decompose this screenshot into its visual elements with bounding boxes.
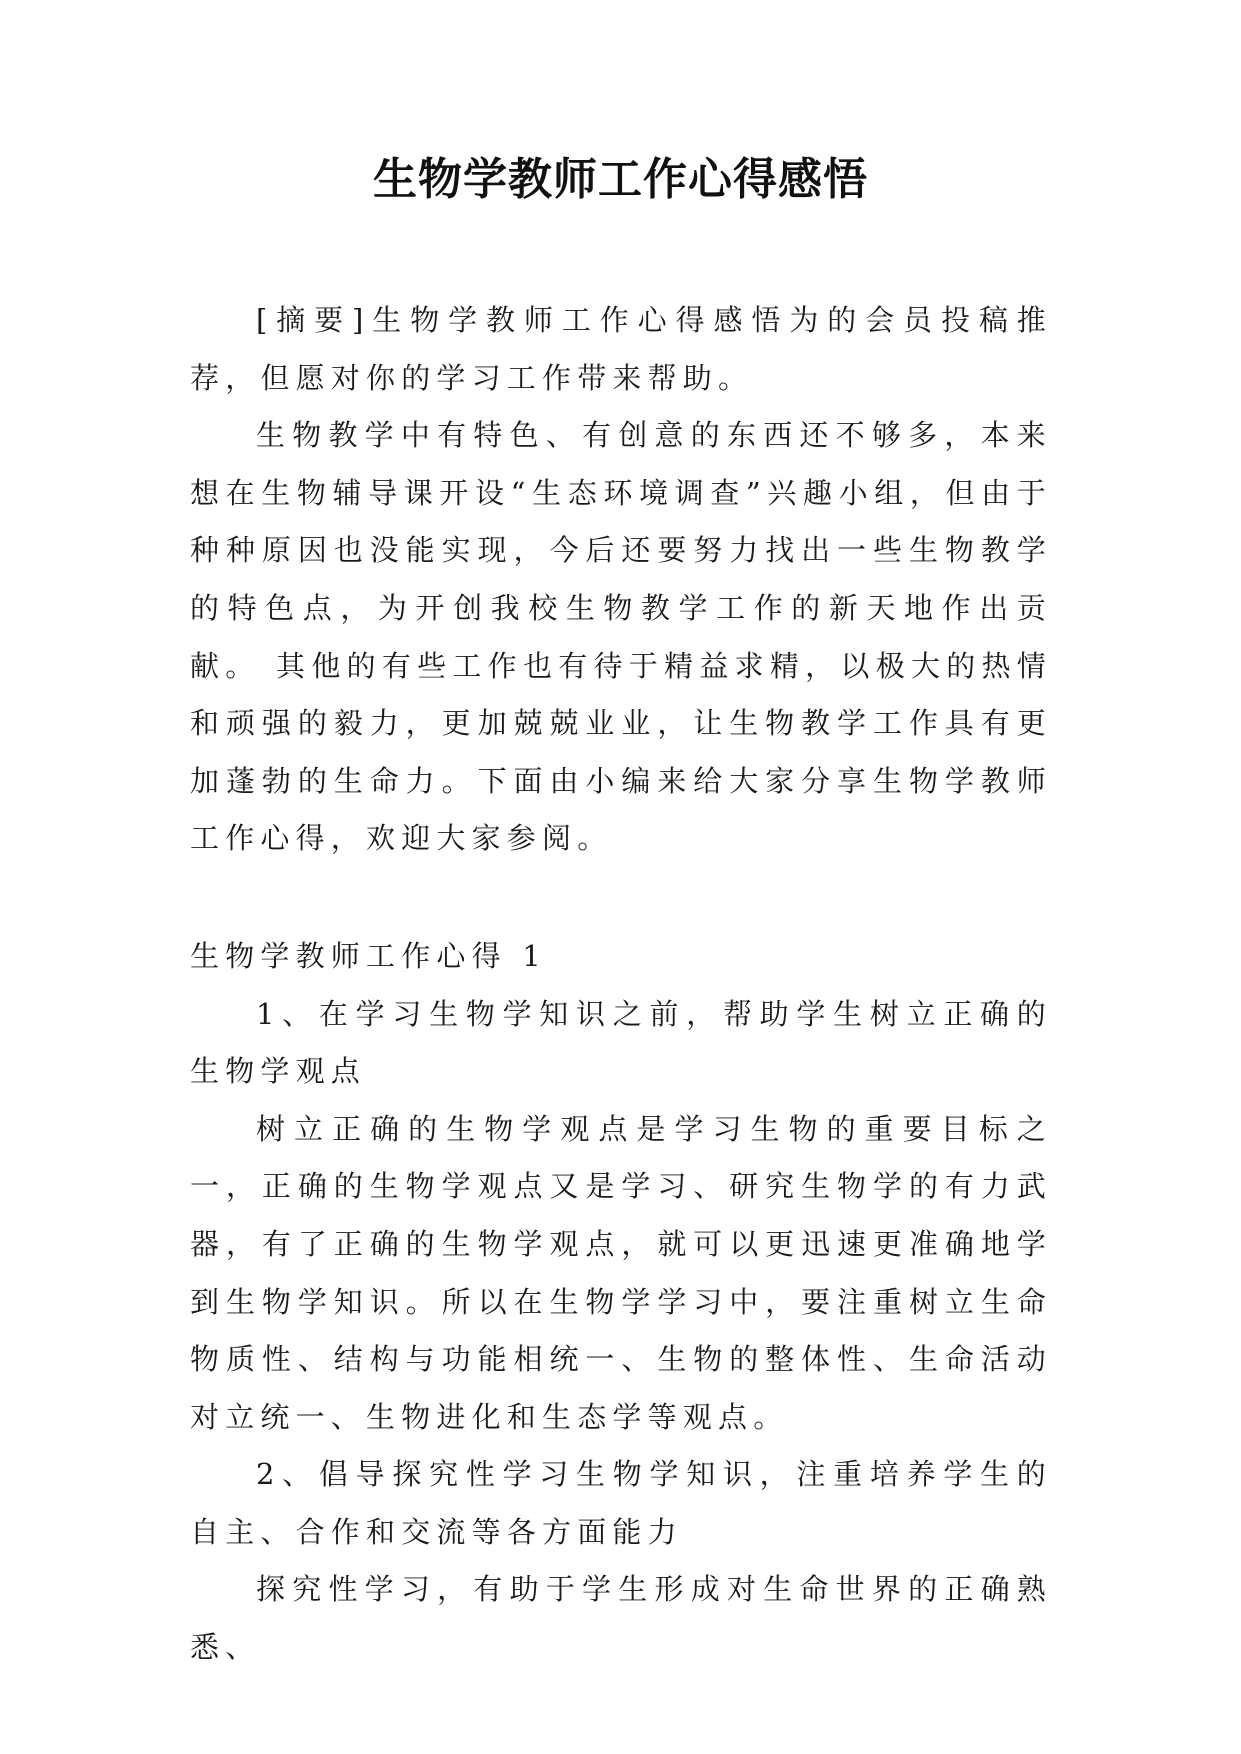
paragraph-gap: [190, 868, 1052, 928]
section-heading: 生物学教师工作心得 1: [190, 938, 547, 973]
intro-paragraph: 生物教学中有特色、有创意的东西还不够多，本来想在生物辅导课开设“生态环境调查”兴趣小组，但由于种种原因也没能实现，今后还要努力找出一些生物教学的特色点，为开创我校生物教学工作的新天地作出贡献。 其他的有些工作也有待于精益求精，以极大的热情和顽强的毅力，更加兢兢业业，让生物教学工作具有更加蓬勃的生命力。下面由小编来给大家分享生物学教师工作心得，欢迎大家参阅。: [190, 418, 1052, 856]
point-2-heading: 2、倡导探究性学习生物学知识，注重培养学生的自主、合作和交流等各方面能力: [190, 1457, 1052, 1549]
point-1-heading: 1、在学习生物学知识之前，帮助学生树立正确的生物学观点: [190, 996, 1052, 1089]
abstract-paragraph: [摘要]生物学教师工作心得感悟为的会员投稿推荐，但愿对你的学习工作带来帮助。: [190, 303, 1052, 395]
document-body: [190, 292, 1052, 1677]
document-title: 生物学教师工作心得感悟: [373, 154, 868, 205]
point-2-body: 探究性学习，有助于学生形成对生命世界的正确熟悉、: [190, 1572, 1052, 1665]
point-1-body: 树立正确的生物学观点是学习生物的重要目标之一，正确的生物学观点又是学习、研究生物学的有力武器，有了正确的生物学观点，就可以更迅速更准确地学到生物学知识。所以在生物学学习中，要注重树立生命物质性、结构与功能相统一、生物的整体性、生命活动对立统一、生物进化和生态学等观点。: [190, 1111, 1052, 1434]
